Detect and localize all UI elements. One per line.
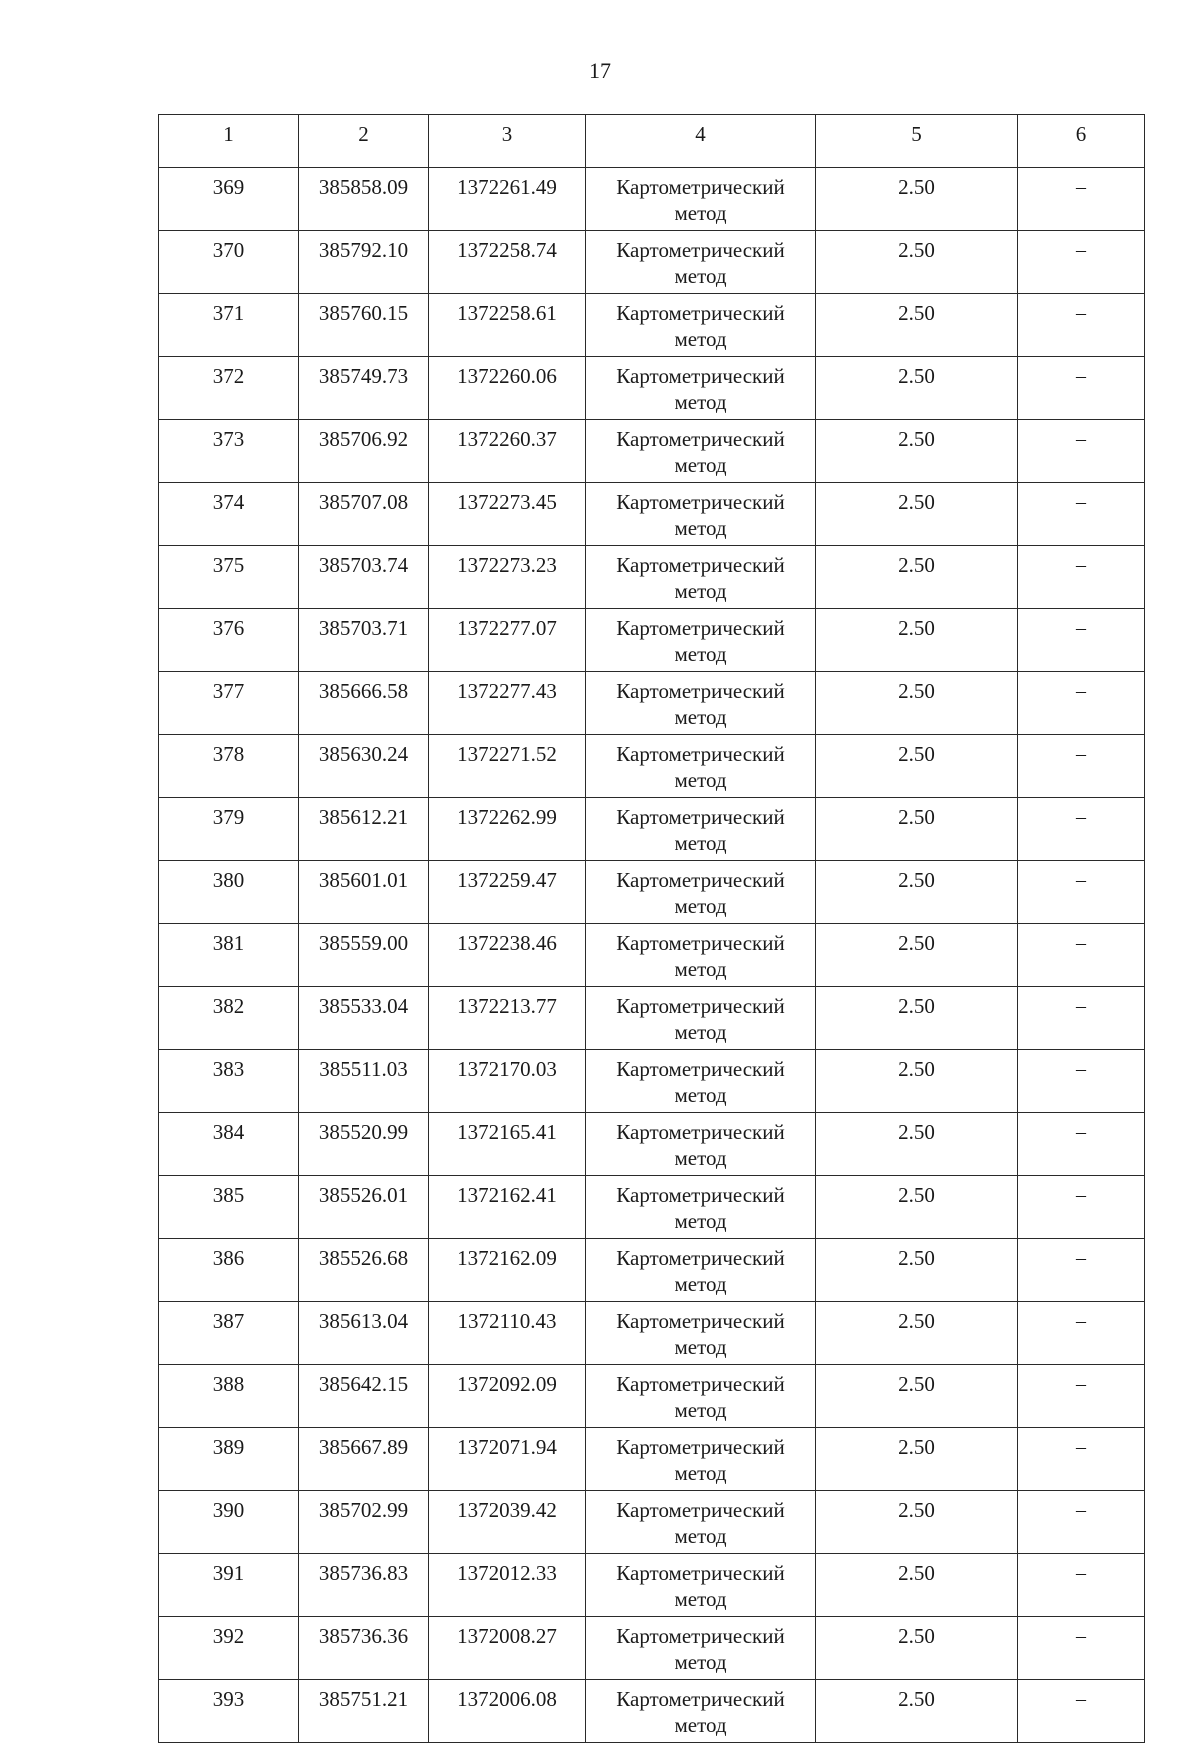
note-cell: – [1018,1113,1145,1176]
x-coordinate-cell: 385702.99 [299,1491,429,1554]
method-cell [586,861,816,924]
method-line-1: Картометрический [616,1120,785,1144]
column-header-3: 3 [429,115,586,168]
table-row [159,672,1145,735]
x-coordinate-cell: 385760.15 [299,294,429,357]
column-header-5: 5 [816,115,1018,168]
point-number-cell: 382 [159,987,299,1050]
precision-cell: 2.50 [816,1680,1018,1743]
precision-cell: 2.50 [816,1050,1018,1113]
method-cell [586,357,816,420]
method-line-1: Картометрический [616,742,785,766]
method-cell [586,1617,816,1680]
point-number-cell: 385 [159,1176,299,1239]
x-coordinate-cell: 385749.73 [299,357,429,420]
note-cell: – [1018,609,1145,672]
method-line-1: Картометрический [616,1372,785,1396]
point-number-cell: 387 [159,1302,299,1365]
note-cell: – [1018,924,1145,987]
method-line-2: метод [674,957,727,981]
table-row [159,861,1145,924]
note-cell: – [1018,1491,1145,1554]
point-number-cell: 371 [159,294,299,357]
precision-cell: 2.50 [816,1428,1018,1491]
table-row [159,483,1145,546]
x-coordinate-cell: 385520.99 [299,1113,429,1176]
method-line-1: Картометрический [616,994,785,1018]
method-cell [586,1365,816,1428]
method-line-1: Картометрический [616,1246,785,1270]
method-cell [586,1302,816,1365]
method-cell [586,483,816,546]
method-line-1: Картометрический [616,553,785,577]
y-coordinate-cell: 1372012.33 [429,1554,586,1617]
table-row [159,924,1145,987]
table-row [159,1176,1145,1239]
point-number-cell: 380 [159,861,299,924]
table-row [159,1680,1145,1743]
precision-cell: 2.50 [816,420,1018,483]
method-cell [586,294,816,357]
precision-cell: 2.50 [816,1554,1018,1617]
point-number-cell: 369 [159,168,299,231]
precision-cell: 2.50 [816,798,1018,861]
table-row [159,357,1145,420]
method-line-1: Картометрический [616,1561,785,1585]
point-number-cell: 390 [159,1491,299,1554]
point-number-cell: 376 [159,609,299,672]
method-line-2: метод [674,1083,727,1107]
note-cell: – [1018,231,1145,294]
method-line-1: Картометрический [616,868,785,892]
y-coordinate-cell: 1372213.77 [429,987,586,1050]
method-line-1: Картометрический [616,364,785,388]
x-coordinate-cell: 385601.01 [299,861,429,924]
method-line-2: метод [674,327,727,351]
y-coordinate-cell: 1372258.74 [429,231,586,294]
precision-cell: 2.50 [816,1302,1018,1365]
table-row [159,420,1145,483]
note-cell: – [1018,1239,1145,1302]
method-line-1: Картометрический [616,679,785,703]
table-row [159,1050,1145,1113]
method-line-2: метод [674,1461,727,1485]
table-row [159,294,1145,357]
precision-cell: 2.50 [816,1365,1018,1428]
note-cell: – [1018,672,1145,735]
point-number-cell: 384 [159,1113,299,1176]
table-row [159,735,1145,798]
method-cell [586,1113,816,1176]
table-row [159,1428,1145,1491]
method-line-2: метод [674,831,727,855]
method-line-2: метод [674,453,727,477]
point-number-cell: 381 [159,924,299,987]
precision-cell: 2.50 [816,357,1018,420]
table-row [159,168,1145,231]
x-coordinate-cell: 385707.08 [299,483,429,546]
method-line-2: метод [674,264,727,288]
y-coordinate-cell: 1372259.47 [429,861,586,924]
y-coordinate-cell: 1372261.49 [429,168,586,231]
method-cell [586,1428,816,1491]
method-cell [586,1554,816,1617]
x-coordinate-cell: 385526.68 [299,1239,429,1302]
method-cell [586,735,816,798]
point-number-cell: 374 [159,483,299,546]
y-coordinate-cell: 1372071.94 [429,1428,586,1491]
note-cell: – [1018,1302,1145,1365]
method-line-2: метод [674,1713,727,1737]
method-cell [586,672,816,735]
method-line-1: Картометрический [616,616,785,640]
table-body [159,168,1145,1743]
note-cell: – [1018,420,1145,483]
column-header-4: 4 [586,115,816,168]
method-line-2: метод [674,1524,727,1548]
method-line-2: метод [674,1272,727,1296]
method-line-1: Картометрический [616,1309,785,1333]
precision-cell: 2.50 [816,483,1018,546]
method-cell [586,1239,816,1302]
y-coordinate-cell: 1372273.45 [429,483,586,546]
note-cell: – [1018,1365,1145,1428]
method-line-1: Картометрический [616,1624,785,1648]
x-coordinate-cell: 385526.01 [299,1176,429,1239]
method-cell [586,1176,816,1239]
x-coordinate-cell: 385630.24 [299,735,429,798]
note-cell: – [1018,798,1145,861]
point-number-cell: 375 [159,546,299,609]
note-cell: – [1018,357,1145,420]
method-line-1: Картометрический [616,805,785,829]
x-coordinate-cell: 385666.58 [299,672,429,735]
method-line-2: метод [674,1020,727,1044]
y-coordinate-cell: 1372165.41 [429,1113,586,1176]
method-cell [586,420,816,483]
y-coordinate-cell: 1372008.27 [429,1617,586,1680]
table-row [159,546,1145,609]
precision-cell: 2.50 [816,861,1018,924]
method-cell [586,1050,816,1113]
x-coordinate-cell: 385612.21 [299,798,429,861]
table-row [159,1554,1145,1617]
method-line-1: Картометрический [616,490,785,514]
method-line-1: Картометрический [616,301,785,325]
x-coordinate-cell: 385533.04 [299,987,429,1050]
x-coordinate-cell: 385858.09 [299,168,429,231]
column-header-2: 2 [299,115,429,168]
x-coordinate-cell: 385703.71 [299,609,429,672]
precision-cell: 2.50 [816,735,1018,798]
note-cell: – [1018,987,1145,1050]
method-line-1: Картометрический [616,238,785,262]
method-cell [586,924,816,987]
method-line-1: Картометрический [616,1498,785,1522]
table-row [159,1239,1145,1302]
x-coordinate-cell: 385559.00 [299,924,429,987]
y-coordinate-cell: 1372170.03 [429,1050,586,1113]
method-cell [586,1680,816,1743]
point-number-cell: 383 [159,1050,299,1113]
method-cell [586,168,816,231]
method-line-1: Картометрический [616,175,785,199]
y-coordinate-cell: 1372260.37 [429,420,586,483]
y-coordinate-cell: 1372006.08 [429,1680,586,1743]
method-line-2: метод [674,768,727,792]
coordinates-table [158,114,1145,1743]
note-cell: – [1018,1617,1145,1680]
page-number: 17 [589,58,611,83]
precision-cell: 2.50 [816,672,1018,735]
table-row [159,987,1145,1050]
point-number-cell: 379 [159,798,299,861]
note-cell: – [1018,735,1145,798]
point-number-cell: 372 [159,357,299,420]
precision-cell: 2.50 [816,1239,1018,1302]
method-line-1: Картометрический [616,1435,785,1459]
method-line-1: Картометрический [616,427,785,451]
point-number-cell: 393 [159,1680,299,1743]
x-coordinate-cell: 385703.74 [299,546,429,609]
table-row [159,609,1145,672]
table-header-row [159,115,1145,168]
note-cell: – [1018,168,1145,231]
y-coordinate-cell: 1372162.41 [429,1176,586,1239]
precision-cell: 2.50 [816,168,1018,231]
method-cell [586,231,816,294]
method-line-1: Картометрический [616,1057,785,1081]
method-line-2: метод [674,1146,727,1170]
y-coordinate-cell: 1372162.09 [429,1239,586,1302]
method-line-2: метод [674,201,727,225]
precision-cell: 2.50 [816,294,1018,357]
table-row [159,798,1145,861]
y-coordinate-cell: 1372039.42 [429,1491,586,1554]
method-cell [586,987,816,1050]
y-coordinate-cell: 1372273.23 [429,546,586,609]
x-coordinate-cell: 385642.15 [299,1365,429,1428]
note-cell: – [1018,1428,1145,1491]
method-cell [586,609,816,672]
note-cell: – [1018,546,1145,609]
table-row [159,1365,1145,1428]
x-coordinate-cell: 385736.83 [299,1554,429,1617]
method-line-2: метод [674,579,727,603]
method-cell [586,798,816,861]
table-row [159,1302,1145,1365]
x-coordinate-cell: 385511.03 [299,1050,429,1113]
precision-cell: 2.50 [816,924,1018,987]
precision-cell: 2.50 [816,1491,1018,1554]
y-coordinate-cell: 1372260.06 [429,357,586,420]
point-number-cell: 370 [159,231,299,294]
method-line-2: метод [674,1209,727,1233]
method-cell [586,546,816,609]
y-coordinate-cell: 1372258.61 [429,294,586,357]
x-coordinate-cell: 385613.04 [299,1302,429,1365]
method-line-1: Картометрический [616,1183,785,1207]
y-coordinate-cell: 1372277.07 [429,609,586,672]
precision-cell: 2.50 [816,546,1018,609]
method-line-2: метод [674,1587,727,1611]
y-coordinate-cell: 1372092.09 [429,1365,586,1428]
x-coordinate-cell: 385667.89 [299,1428,429,1491]
method-line-1: Картометрический [616,1687,785,1711]
note-cell: – [1018,1050,1145,1113]
method-line-2: метод [674,1650,727,1674]
method-line-2: метод [674,1335,727,1359]
x-coordinate-cell: 385751.21 [299,1680,429,1743]
precision-cell: 2.50 [816,1176,1018,1239]
point-number-cell: 392 [159,1617,299,1680]
y-coordinate-cell: 1372271.52 [429,735,586,798]
point-number-cell: 378 [159,735,299,798]
note-cell: – [1018,294,1145,357]
point-number-cell: 377 [159,672,299,735]
x-coordinate-cell: 385792.10 [299,231,429,294]
point-number-cell: 386 [159,1239,299,1302]
precision-cell: 2.50 [816,609,1018,672]
column-header-1: 1 [159,115,299,168]
table-row [159,1617,1145,1680]
table-row [159,1491,1145,1554]
column-header-6: 6 [1018,115,1145,168]
precision-cell: 2.50 [816,1113,1018,1176]
table-row [159,1113,1145,1176]
method-line-2: метод [674,705,727,729]
note-cell: – [1018,1680,1145,1743]
note-cell: – [1018,1176,1145,1239]
precision-cell: 2.50 [816,1617,1018,1680]
method-line-2: метод [674,642,727,666]
table-row [159,231,1145,294]
method-line-1: Картометрический [616,931,785,955]
precision-cell: 2.50 [816,987,1018,1050]
note-cell: – [1018,861,1145,924]
method-cell [586,1491,816,1554]
x-coordinate-cell: 385736.36 [299,1617,429,1680]
note-cell: – [1018,1554,1145,1617]
point-number-cell: 388 [159,1365,299,1428]
method-line-2: метод [674,894,727,918]
y-coordinate-cell: 1372277.43 [429,672,586,735]
y-coordinate-cell: 1372110.43 [429,1302,586,1365]
method-line-2: метод [674,516,727,540]
x-coordinate-cell: 385706.92 [299,420,429,483]
point-number-cell: 373 [159,420,299,483]
note-cell: – [1018,483,1145,546]
method-line-2: метод [674,390,727,414]
method-line-2: метод [674,1398,727,1422]
point-number-cell: 391 [159,1554,299,1617]
point-number-cell: 389 [159,1428,299,1491]
precision-cell: 2.50 [816,231,1018,294]
y-coordinate-cell: 1372238.46 [429,924,586,987]
y-coordinate-cell: 1372262.99 [429,798,586,861]
